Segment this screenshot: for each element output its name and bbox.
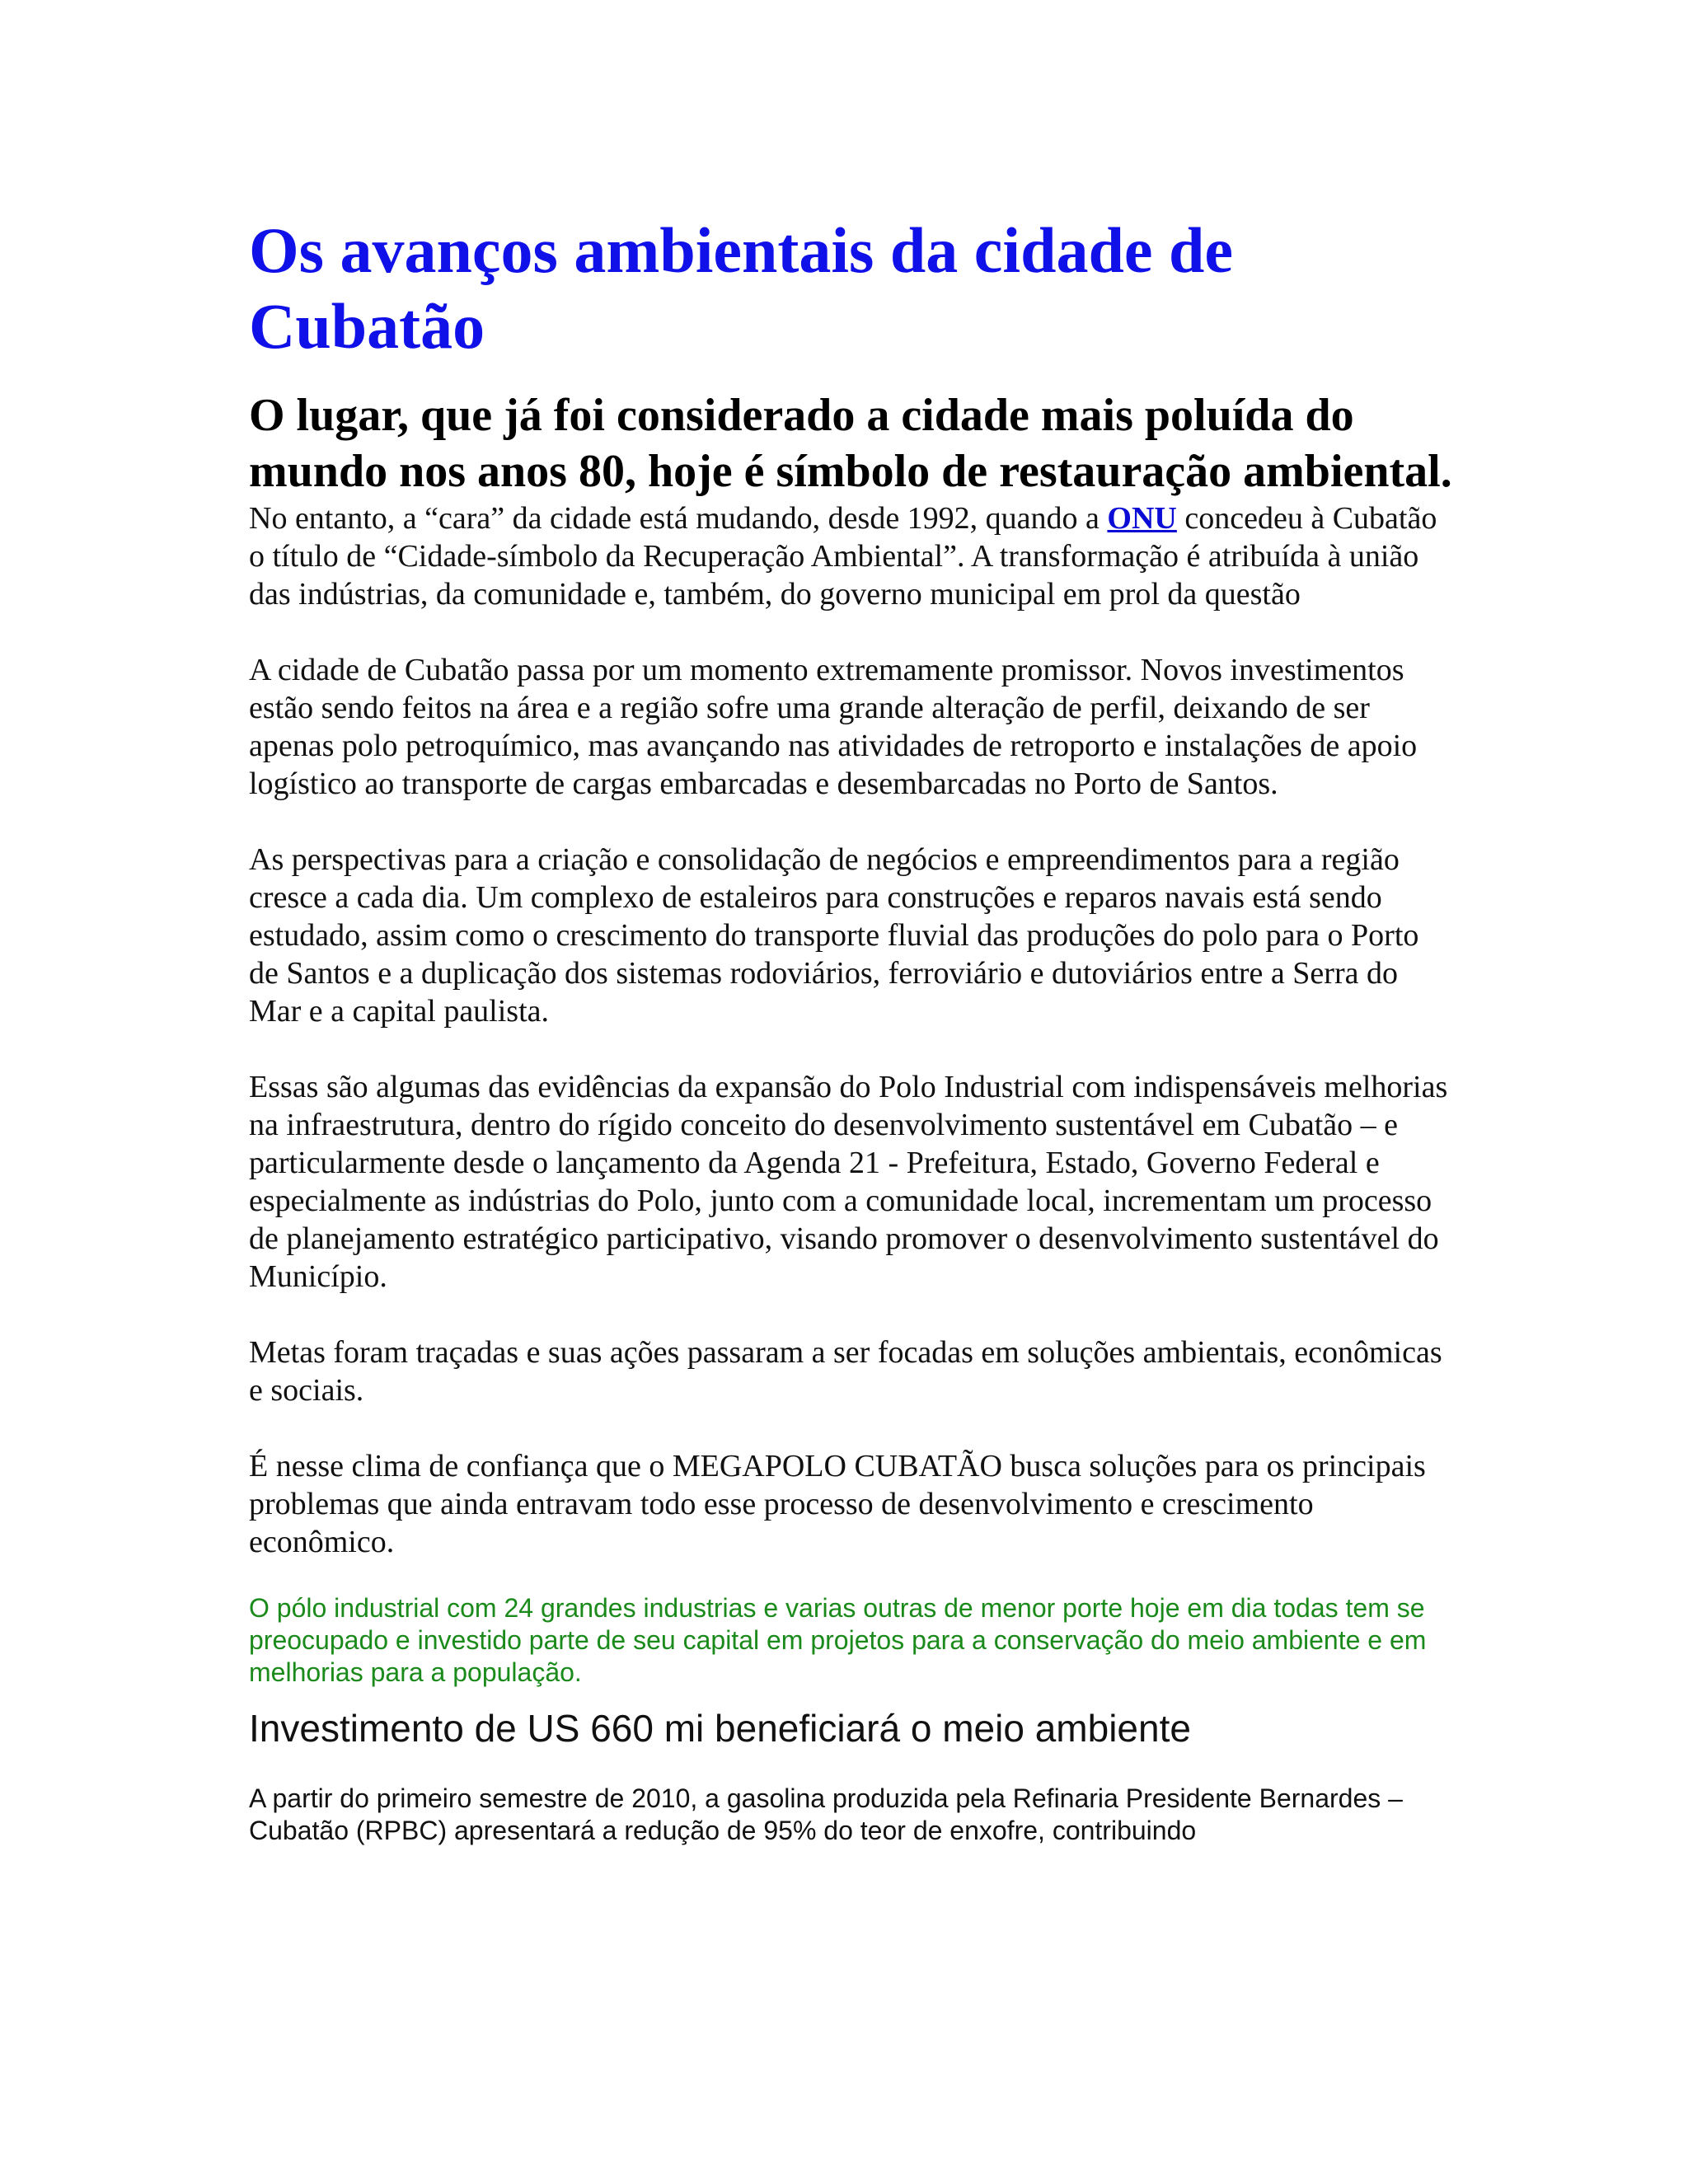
paragraph-3: Essas são algumas das evidências da expansão do Polo Industrial com indispensáveis melhorias na infraestrutura, dentro do rígido conceito do desenvolvimento sustentável em Cubatão – e particularmente desde o lançamento da Agenda 21 - Prefeitura, Estado, Governo Federal e especialmente as indústrias do Polo, junto com a comunidade local, incrementam um processo de planejamento estratégico participativo, visando promover o desenvolvimento sustentável do Município. [249,1070,1448,1294]
paragraph-1: A cidade de Cubatão passa por um momento extremamente promissor. Novos investimentos estão sendo feitos na área e a região sofre uma grande alteração de perfil, deixando de ser apenas polo petroquímico, mas avançando nas atividades de retroporto e instalações de apoio logístico ao transporte de cargas embarcadas e desembarcadas no Porto de Santos. [249,653,1418,801]
paragraph-5: É nesse clima de confiança que o MEGAPOLO CUBATÃO busca soluções para os principais problemas que ainda entravam todo esse processo de desenvolvimento e crescimento econômico. [249,1449,1426,1559]
intro-text-after-link: concedeu à Cubatão o título de “Cidade-símbolo da Recuperação Ambiental”. A transformação é atribuída à união das indústrias, da comunidade e, também, do governo municipal em prol da questão [249,501,1437,612]
paragraph-4: Metas foram traçadas e suas ações passaram a ser focadas em soluções ambientais, econômicas e sociais. [249,1335,1442,1408]
onu-link[interactable]: ONU [1107,501,1177,536]
section-heading: Investimento de US 660 mi beneficiará o meio ambiente [249,1707,1191,1750]
section-paragraph: A partir do primeiro semestre de 2010, a gasolina produzida pela Refinaria Presidente Bernardes – Cubatão (RPBC) apresentará a redução de 95% do teor de enxofre, contribuindo [249,1783,1403,1845]
green-note: O pólo industrial com 24 grandes industrias e varias outras de menor porte hoje em dia todas tem se preocupado e investido parte de seu capital em projetos para a conservação do meio ambiente e em melhorias para a população. [249,1593,1427,1687]
paragraph-2: As perspectivas para a criação e consolidação de negócios e empreendimentos para a região cresce a cada dia. Um complexo de estaleiros para construções e reparos navais está sendo estudado, assim como o crescimento do transporte fluvial das produções do polo para o Porto de Santos e a duplicação dos sistemas rodoviários, ferroviário e dutoviários entre a Serra do Mar e a capital paulista. [249,842,1419,1029]
intro-text-before-link: No entanto, a “cara” da cidade está mudando, desde 1992, quando a [249,501,1108,536]
article [249,213,1452,1847]
page-title: Os avanços ambientais da cidade de Cubatão [249,214,1233,362]
page-subtitle: O lugar, que já foi considerado a cidade mais poluída do mundo nos anos 80, hoje é símbolo de restauração ambiental. [249,390,1452,497]
intro-paragraph [249,499,1452,613]
